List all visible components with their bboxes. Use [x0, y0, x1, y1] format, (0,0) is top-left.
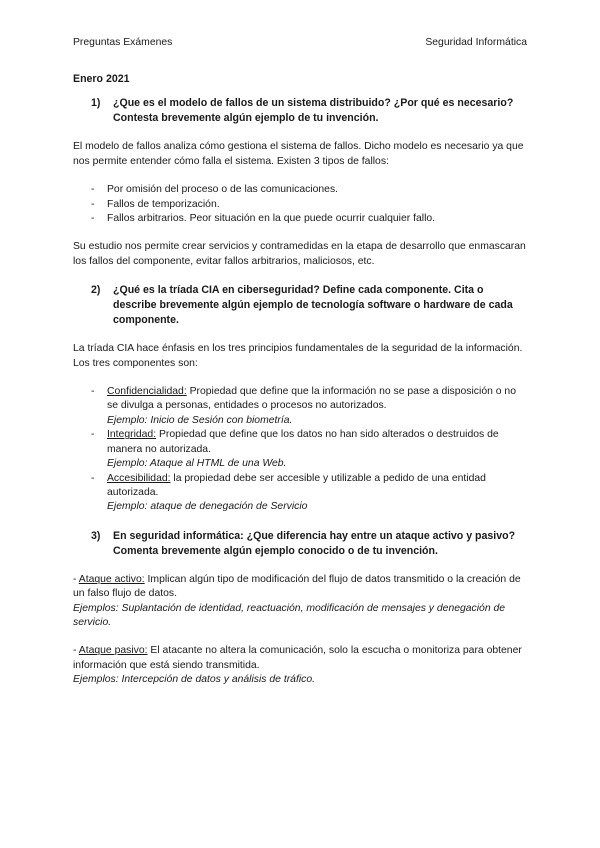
list-item-text: Por omisión del proceso o de las comunicaciones.: [107, 184, 339, 196]
question-number: 2): [91, 284, 101, 297]
question-text: En seguridad informática: ¿Que diferencia hay entre un ataque activo y pasivo? Comenta brevemente algún ejemplo conocido o de tu invención.: [113, 529, 516, 557]
list-item: - Por omisión del proceso o de las comunicaciones.: [91, 184, 339, 196]
example: Ejemplos: Suplantación de identidad, reactuación, modificación de mensajes y denegación de servicio.: [73, 602, 506, 628]
dash: -: [73, 645, 79, 657]
example: Ejemplo: Inicio de Sesión con biometría.: [107, 414, 293, 426]
term: Ataque activo:: [78, 573, 145, 585]
header-right: Seguridad Informática: [425, 37, 527, 48]
question-number: 3): [91, 529, 101, 542]
example: Ejemplo: ataque de denegación de Servicio: [107, 501, 308, 513]
list-item: - Integridad: Propiedad que define que los datos no han sido alterados o destruidos de manera no autorizada. Ejemplo: Ataque al HTML de una Web.: [73, 428, 528, 471]
question-2: [91, 283, 528, 328]
answer-paragraph: La tríada CIA hace énfasis en los tres principios fundamentales de la seguridad de la información. Los tres componentes son:: [73, 343, 523, 369]
list-item: - Fallos de temporización.: [91, 198, 220, 210]
term: Integridad:: [107, 429, 157, 441]
term: Ataque pasivo:: [78, 645, 148, 657]
definition: Implican algún tipo de modificación del flujo de datos transmitido o la creación de un falso flujo de datos.: [73, 573, 521, 600]
list-item: - Confidencialidad: Propiedad que define que la información no se pase a disposición o no se divulga a personas, entidades o procesos no autorizados. Ejemplo: Inicio de Sesión con biometría.: [73, 385, 528, 428]
question-number: 1): [91, 97, 101, 110]
section-title: Enero 2021: [73, 73, 130, 85]
definition: la propiedad debe ser accesible y utilizable a pedido de una entidad autorizada.: [107, 472, 486, 498]
answer-paragraph: Su estudio nos permite crear servicios y contramedidas en la etapa de desarrollo que enmascaran los fallos del componente, evitar fallos arbitrarios, maliciosos, etc.: [73, 241, 526, 267]
answer-paragraph: El modelo de fallos analiza cómo gestiona el sistema de fallos. Dicho modelo es necesario ya que nos permite entender cómo falla el sistema. Existen 3 tipos de fallos:: [73, 141, 524, 167]
dash: -: [73, 573, 79, 585]
list-item-text: Fallos arbitrarios. Peor situación en la que puede ocurrir cualquier fallo.: [107, 213, 436, 225]
term: Confidencialidad:: [107, 386, 187, 398]
question-3: [91, 529, 528, 559]
page-header: [73, 36, 527, 50]
term: Accesibilidad:: [107, 472, 171, 484]
passive-attack-block: [73, 644, 528, 687]
cia-components-list: [73, 385, 528, 515]
header-left: Preguntas Exámenes: [73, 37, 173, 48]
example: Ejemplo: Ataque al HTML de una Web.: [107, 458, 287, 470]
question-text: ¿Qué es la tríada CIA en ciberseguridad? Define cada componente. Cita o describe brevemente algún ejemplo de tecnología software o hardware de cada componente.: [113, 284, 513, 327]
list-item: - Accesibilidad: la propiedad debe ser accesible y utilizable a pedido de una entidad autorizada. Ejemplo: ataque de denegación de Servicio: [73, 472, 528, 515]
list-item: - Fallos arbitrarios. Peor situación en la que puede ocurrir cualquier fallo.: [91, 213, 436, 225]
list-item-text: Fallos de temporización.: [107, 198, 220, 210]
document-body: [73, 72, 528, 702]
definition: Propiedad que define que la información no se pase a disposición o no se divulga a personas, entidades o procesos no autorizados.: [107, 386, 516, 412]
definition: Propiedad que define que los datos no han sido alterados o destruidos de manera no autorizada.: [107, 429, 499, 455]
active-attack-block: [73, 573, 528, 631]
fault-types-list: [73, 183, 528, 226]
example: Ejemplos: Intercepción de datos y análisis de tráfico.: [73, 674, 315, 686]
definition: El atacante no altera la comunicación, solo la escucha o monitoriza para obtener información que está siendo transmitida.: [73, 645, 522, 671]
question-1: [91, 96, 528, 126]
question-text: ¿Que es el modelo de fallos de un sistema distribuido? ¿Por qué es necesario? Contesta brevemente algún ejemplo de tu invención.: [113, 97, 514, 125]
